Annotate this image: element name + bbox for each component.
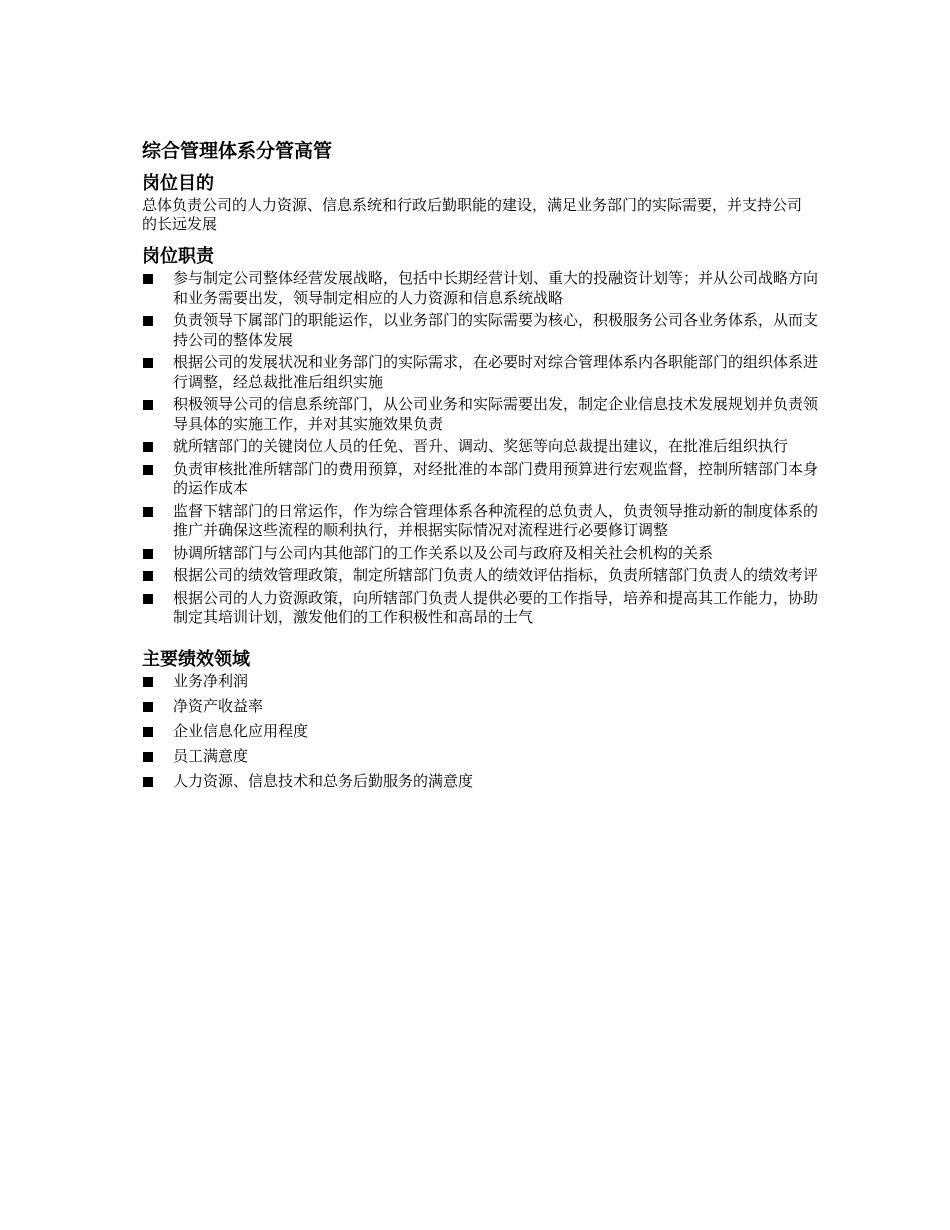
square-bullet-icon: [143, 549, 153, 559]
document-content: [142, 138, 822, 797]
duty-text: 负责领导下属部门的职能运作，以业务部门的实际需要为核心，积极服务公司各业务体系，从而支持公司的整体发展: [173, 311, 819, 349]
kpa-text: 企业信息化应用程度: [173, 721, 309, 740]
square-bullet-icon: [143, 507, 153, 517]
spacer: [142, 631, 822, 648]
square-bullet-icon: [143, 442, 153, 452]
list-item: [142, 566, 822, 586]
list-item: [142, 353, 822, 392]
square-bullet-icon: [143, 752, 153, 762]
kpa-heading: 主要绩效领域: [142, 648, 250, 670]
list-item: [142, 544, 822, 564]
duty-text: 根据公司的人力资源政策，向所辖部门负责人提供必要的工作指导，培养和提高其工作能力，协助制定其培训计划，激发他们的工作积极性和高昂的士气: [173, 588, 819, 626]
spacer: [142, 234, 822, 245]
kpa-text: 业务净利润: [173, 671, 249, 690]
kpa-text: 净资产收益率: [173, 696, 264, 715]
purpose-heading: 岗位目的: [142, 173, 214, 194]
kpa-text: 人力资源、信息技术和总务后勤服务的满意度: [173, 771, 474, 790]
list-item: [142, 460, 822, 499]
square-bullet-icon: [143, 274, 153, 284]
kpa-list: [142, 672, 822, 792]
duty-text: 负责审核批准所辖部门的费用预算，对经批准的本部门费用预算进行宏观监督，控制所辖部门本身的运作成本: [173, 459, 819, 497]
list-item: [142, 437, 822, 457]
list-item: [142, 589, 822, 628]
duty-text: 根据公司的绩效管理政策，制定所辖部门负责人的绩效评估指标，负责所辖部门负责人的绩效考评: [173, 566, 819, 584]
square-bullet-icon: [143, 316, 153, 326]
duty-text: 监督下辖部门的日常运作，作为综合管理体系各种流程的总负责人，负责领导推动新的制度体系的推广并确保这些流程的顺利执行，并根据实际情况对流程进行必要修订调整: [173, 501, 819, 539]
square-bullet-icon: [143, 594, 153, 604]
document-title: 综合管理体系分管高管: [142, 140, 333, 162]
square-bullet-icon: [143, 677, 153, 687]
duty-text: 就所辖部门的关键岗位人员的任免、晋升、调动、奖惩等向总裁提出建议，在批准后组织执行: [173, 437, 789, 455]
square-bullet-icon: [143, 358, 153, 368]
duties-heading: 岗位职责: [142, 246, 214, 267]
duty-text: 根据公司的发展状况和业务部门的实际需求，在必要时对综合管理体系内各职能部门的组织体系进行调整，经总裁批准后组织实施: [173, 353, 819, 391]
list-item: [142, 269, 822, 308]
duty-text: 参与制定公司整体经营发展战略，包括中长期经营计划、重大的投融资计划等；并从公司战略方向和业务需要出发，领导制定相应的人力资源和信息系统战略: [173, 269, 819, 307]
square-bullet-icon: [143, 400, 153, 410]
list-item: [142, 772, 822, 792]
duty-text: 积极领导公司的信息系统部门，从公司业务和实际需要出发，制定企业信息技术发展规划并负责领导具体的实施工作，并对其实施效果负责: [173, 395, 819, 433]
kpa-text: 员工满意度: [173, 746, 249, 765]
list-item: [142, 502, 822, 541]
square-bullet-icon: [143, 571, 153, 581]
square-bullet-icon: [143, 465, 153, 475]
purpose-text: 总体负责公司的人力资源、信息系统和行政后勤职能的建设，满足业务部门的实际需要，并支持公司的长远发展: [142, 196, 803, 233]
square-bullet-icon: [143, 727, 153, 737]
list-item: [142, 697, 822, 717]
list-item: [142, 395, 822, 434]
duties-list: [142, 269, 822, 628]
list-item: [142, 747, 822, 767]
square-bullet-icon: [143, 702, 153, 712]
list-item: [142, 722, 822, 742]
list-item: [142, 672, 822, 692]
duty-text: 协调所辖部门与公司内其他部门的工作关系以及公司与政府及相关社会机构的关系: [173, 543, 714, 562]
square-bullet-icon: [143, 777, 153, 787]
list-item: [142, 311, 822, 350]
